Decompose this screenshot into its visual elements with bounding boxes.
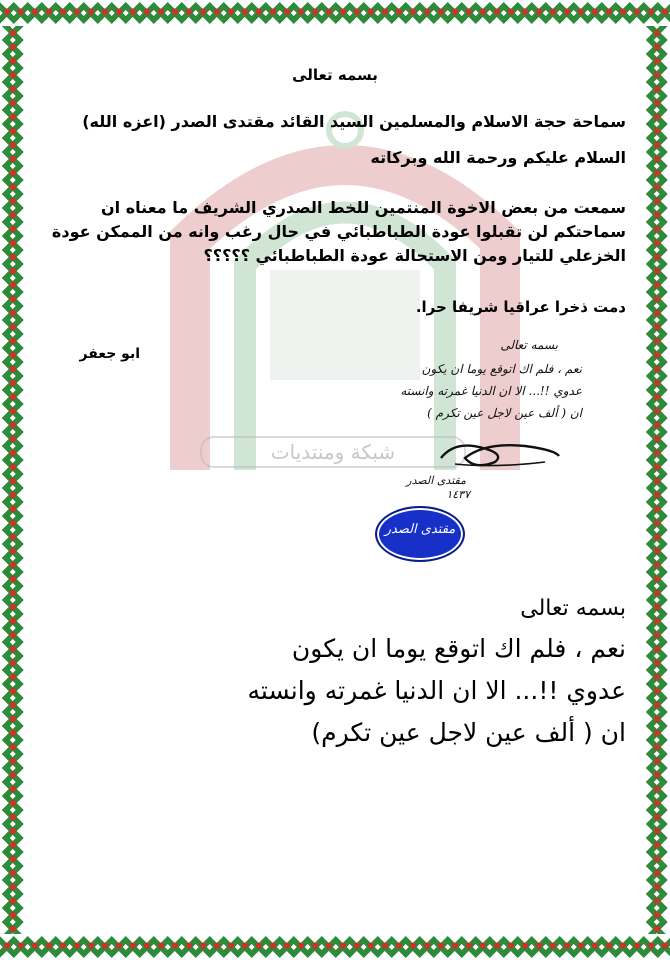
transcription-line: ان ( ألف عين لاجل عين تكرم)	[311, 718, 626, 747]
transcription-title: بسمه تعالى	[520, 596, 626, 621]
letter-title: بسمه تعالى	[292, 66, 378, 84]
letter-greeting: السلام عليكم ورحمة الله وبركاته	[370, 148, 626, 167]
letter-closing: دمت ذخرا عراقيا شريفا حرا.	[415, 298, 626, 316]
signature-scribble	[435, 434, 565, 470]
handwritten-title: بسمه تعالى	[500, 338, 558, 352]
decorative-border-left	[0, 26, 26, 934]
watermark-subtitle: شبكة ومنتديات	[200, 436, 466, 468]
letter-address: سماحة حجة الاسلام والمسلمين السيد القائد مقتدى الصدر (اعزه الله)	[82, 112, 626, 131]
handwritten-signed-name: مقتدى الصدر	[406, 474, 466, 487]
handwritten-date: ١٤٣٧	[446, 488, 470, 501]
decorative-border-bottom	[0, 934, 670, 960]
handwritten-line: ان ( ألف عين لاجل عين تكرم )	[427, 406, 582, 420]
letter-body: سمعت من بعض الاخوة المنتمين للخط الصدري الشريف ما معناه ان سماحتكم لن تقبلوا عودة الطباطبائي في حال رغب وانه من الممكن عودة الخزعلي للتيار ومن الاستحالة عودة الطباطبائي ؟؟؟؟؟	[51, 198, 626, 265]
handwritten-line: عدوي !!... الا ان الدنيا غمرته وانسته	[400, 384, 582, 398]
decorative-border-right	[644, 26, 670, 934]
transcription	[206, 590, 626, 754]
official-stamp	[375, 506, 465, 562]
transcription-line: عدوي !!... الا ان الدنيا غمرته وانسته	[247, 676, 626, 705]
letter-signature: ابو جعفر	[79, 346, 140, 362]
handwritten-line: نعم ، فلم اك اتوقع يوما ان يكون	[421, 362, 582, 376]
stamp-text: مقتدى الصدر	[384, 522, 456, 537]
handwritten-reply	[360, 338, 620, 501]
transcription-line: نعم ، فلم اك اتوقع يوما ان يكون	[291, 634, 626, 663]
decorative-border-top	[0, 0, 670, 26]
